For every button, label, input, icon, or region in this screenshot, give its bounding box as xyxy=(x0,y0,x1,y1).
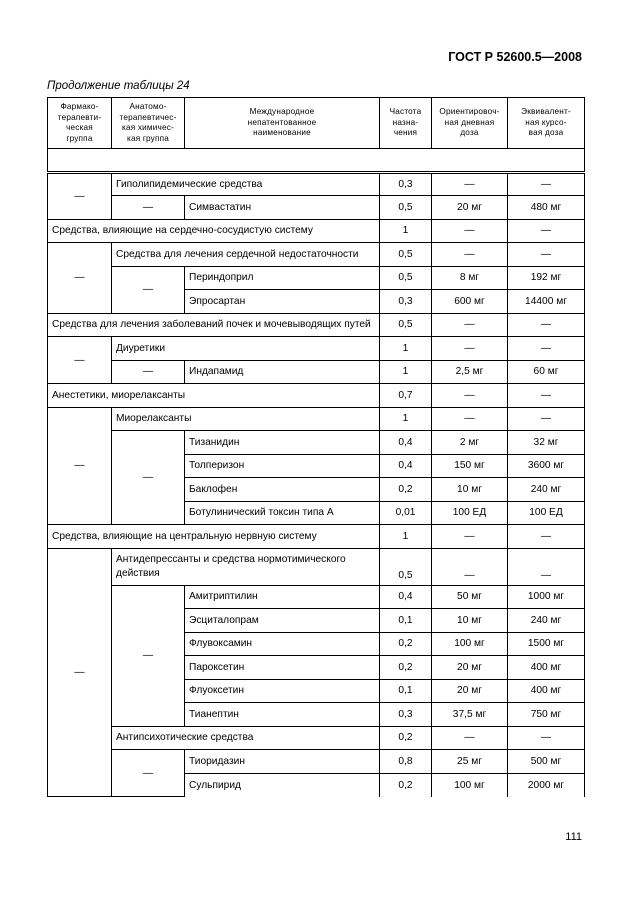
row-name: Средства, влияющие на центральную нервную систему xyxy=(48,525,380,549)
row-name: Пароксетин xyxy=(185,656,380,680)
row-frequency: 0,5 xyxy=(380,243,432,267)
row-name: Амитриптилин xyxy=(185,585,380,609)
table-row xyxy=(48,384,585,408)
row-course-dose: — xyxy=(508,337,585,361)
row-daily-dose: 25 мг xyxy=(432,750,508,774)
row-daily-dose: 37,5 мг xyxy=(432,703,508,727)
row-name: Тианептин xyxy=(185,703,380,727)
row-frequency: 0,1 xyxy=(380,679,432,703)
row-name: Антидепрессанты и средства нормотимического действия xyxy=(112,548,380,585)
row-course-dose: 1000 мг xyxy=(508,585,585,609)
row-course-dose: 2000 мг xyxy=(508,773,585,797)
table-caption: Продолжение таблицы 24 xyxy=(47,80,190,92)
row-course-dose: — xyxy=(508,407,585,431)
col-header-daily-dose: Ориентировоч- ная дневная доза xyxy=(432,98,508,149)
atc-group-cell: — xyxy=(112,266,185,313)
row-course-dose: 1500 мг xyxy=(508,632,585,656)
row-course-dose: 3600 мг xyxy=(508,454,585,478)
row-daily-dose: — xyxy=(432,407,508,431)
row-name: Эсциталопрам xyxy=(185,609,380,633)
row-name: Флувоксамин xyxy=(185,632,380,656)
row-name: Средства, влияющие на сердечно-сосудистую систему xyxy=(48,219,380,243)
row-name: Флуоксетин xyxy=(185,679,380,703)
row-course-dose: — xyxy=(508,219,585,243)
row-frequency: 0,3 xyxy=(380,290,432,314)
row-course-dose: — xyxy=(508,172,585,196)
row-daily-dose: 10 мг xyxy=(432,478,508,502)
row-daily-dose: 50 мг xyxy=(432,585,508,609)
row-course-dose: 192 мг xyxy=(508,266,585,290)
row-daily-dose: 100 ЕД xyxy=(432,501,508,525)
row-daily-dose: 600 мг xyxy=(432,290,508,314)
row-name: Сульпирид xyxy=(185,773,380,797)
row-course-dose: — xyxy=(508,313,585,337)
row-frequency: 0,2 xyxy=(380,773,432,797)
row-daily-dose: — xyxy=(432,726,508,750)
row-course-dose: 750 мг xyxy=(508,703,585,727)
row-frequency: 0,5 xyxy=(380,196,432,220)
row-course-dose: 400 мг xyxy=(508,679,585,703)
pharm-group-cell: — xyxy=(48,407,112,525)
table-row xyxy=(48,431,585,455)
row-frequency: 0,8 xyxy=(380,750,432,774)
table-row xyxy=(48,337,585,361)
table-row xyxy=(48,407,585,431)
row-name: Баклофен xyxy=(185,478,380,502)
row-frequency: 1 xyxy=(380,360,432,384)
row-daily-dose: 2 мг xyxy=(432,431,508,455)
row-course-dose: 240 мг xyxy=(508,609,585,633)
row-name: Индапамид xyxy=(185,360,380,384)
pharm-group-cell: — xyxy=(48,548,112,797)
table-row xyxy=(48,525,585,549)
row-daily-dose: 100 мг xyxy=(432,632,508,656)
pharm-group-cell: — xyxy=(48,243,112,314)
row-daily-dose: — xyxy=(432,337,508,361)
table-row xyxy=(48,266,585,290)
row-course-dose: — xyxy=(508,548,585,585)
row-name: Толперизон xyxy=(185,454,380,478)
row-frequency: 0,1 xyxy=(380,609,432,633)
row-name: Тиоридазин xyxy=(185,750,380,774)
row-daily-dose: 20 мг xyxy=(432,679,508,703)
col-header-inn: Международное непатентованное наименование xyxy=(185,98,380,149)
col-header-atc-group: Анатомо- терапевтичес- кая химичес- кая группа xyxy=(112,98,185,149)
atc-group-cell: — xyxy=(112,585,185,726)
row-frequency: 0,2 xyxy=(380,726,432,750)
row-frequency: 0,01 xyxy=(380,501,432,525)
row-name: Тизанидин xyxy=(185,431,380,455)
row-daily-dose: 20 мг xyxy=(432,656,508,680)
atc-group-cell: — xyxy=(112,360,185,384)
row-daily-dose: 10 мг xyxy=(432,609,508,633)
atc-group-cell: — xyxy=(112,750,185,797)
row-name: Миорелаксанты xyxy=(112,407,380,431)
table-row xyxy=(48,726,585,750)
row-course-dose: — xyxy=(508,243,585,267)
row-frequency: 0,2 xyxy=(380,478,432,502)
row-frequency: 1 xyxy=(380,337,432,361)
row-name: Антипсихотические средства xyxy=(112,726,380,750)
table-row xyxy=(48,243,585,267)
row-frequency: 0,3 xyxy=(380,172,432,196)
row-frequency: 1 xyxy=(380,219,432,243)
row-course-dose: 60 мг xyxy=(508,360,585,384)
col-header-pharm-group: Фармако- терапевти- ческая группа xyxy=(48,98,112,149)
row-name: Симвастатин xyxy=(185,196,380,220)
row-daily-dose: 100 мг xyxy=(432,773,508,797)
row-name: Ботулинический токсин типа А xyxy=(185,501,380,525)
row-course-dose: — xyxy=(508,384,585,408)
pharm-group-cell: — xyxy=(48,337,112,384)
atc-group-cell: — xyxy=(112,431,185,525)
row-course-dose: 240 мг xyxy=(508,478,585,502)
row-daily-dose: — xyxy=(432,525,508,549)
pharm-group-cell: — xyxy=(48,172,112,219)
document-id: ГОСТ Р 52600.5—2008 xyxy=(448,50,582,64)
table-row xyxy=(48,585,585,609)
col-header-frequency: Частота назна- чения xyxy=(380,98,432,149)
table-row xyxy=(48,360,585,384)
row-daily-dose: 2,5 мг xyxy=(432,360,508,384)
page-number: 111 xyxy=(565,831,582,843)
row-daily-dose: — xyxy=(432,548,508,585)
row-frequency: 0,5 xyxy=(380,266,432,290)
table-row xyxy=(48,172,585,196)
table-row xyxy=(48,313,585,337)
row-name: Средства для лечения заболеваний почек и мочевыводящих путей xyxy=(48,313,380,337)
row-daily-dose: — xyxy=(432,313,508,337)
table-row xyxy=(48,219,585,243)
row-name: Анестетики, миорелаксанты xyxy=(48,384,380,408)
row-frequency: 0,5 xyxy=(380,313,432,337)
row-daily-dose: — xyxy=(432,219,508,243)
atc-group-cell: — xyxy=(112,196,185,220)
row-course-dose: 400 мг xyxy=(508,656,585,680)
col-header-course-dose: Эквивалент- ная курсо- вая доза xyxy=(508,98,585,149)
row-daily-dose: — xyxy=(432,384,508,408)
row-daily-dose: 150 мг xyxy=(432,454,508,478)
row-frequency: 0,3 xyxy=(380,703,432,727)
row-daily-dose: — xyxy=(432,243,508,267)
row-frequency: 0,4 xyxy=(380,585,432,609)
row-name: Диуретики xyxy=(112,337,380,361)
row-course-dose: 32 мг xyxy=(508,431,585,455)
row-name: Гиполипидемические средства xyxy=(112,172,380,196)
row-frequency: 0,7 xyxy=(380,384,432,408)
row-name: Эпросартан xyxy=(185,290,380,314)
row-course-dose: 14400 мг xyxy=(508,290,585,314)
row-name: Периндоприл xyxy=(185,266,380,290)
row-course-dose: — xyxy=(508,726,585,750)
row-daily-dose: 8 мг xyxy=(432,266,508,290)
row-frequency: 0,4 xyxy=(380,431,432,455)
row-daily-dose: 20 мг xyxy=(432,196,508,220)
row-frequency: 0,5 xyxy=(380,548,432,585)
row-frequency: 0,2 xyxy=(380,632,432,656)
row-daily-dose: — xyxy=(432,172,508,196)
row-name: Средства для лечения сердечной недостаточности xyxy=(112,243,380,267)
table-row xyxy=(48,196,585,220)
row-frequency: 1 xyxy=(380,407,432,431)
drug-table xyxy=(47,97,585,797)
row-frequency: 0,4 xyxy=(380,454,432,478)
row-course-dose: 480 мг xyxy=(508,196,585,220)
row-frequency: 1 xyxy=(380,525,432,549)
table-row xyxy=(48,750,585,774)
table-header-row xyxy=(48,98,585,149)
row-frequency: 0,2 xyxy=(380,656,432,680)
row-course-dose: 100 ЕД xyxy=(508,501,585,525)
row-course-dose: — xyxy=(508,525,585,549)
table-row xyxy=(48,548,585,585)
row-course-dose: 500 мг xyxy=(508,750,585,774)
